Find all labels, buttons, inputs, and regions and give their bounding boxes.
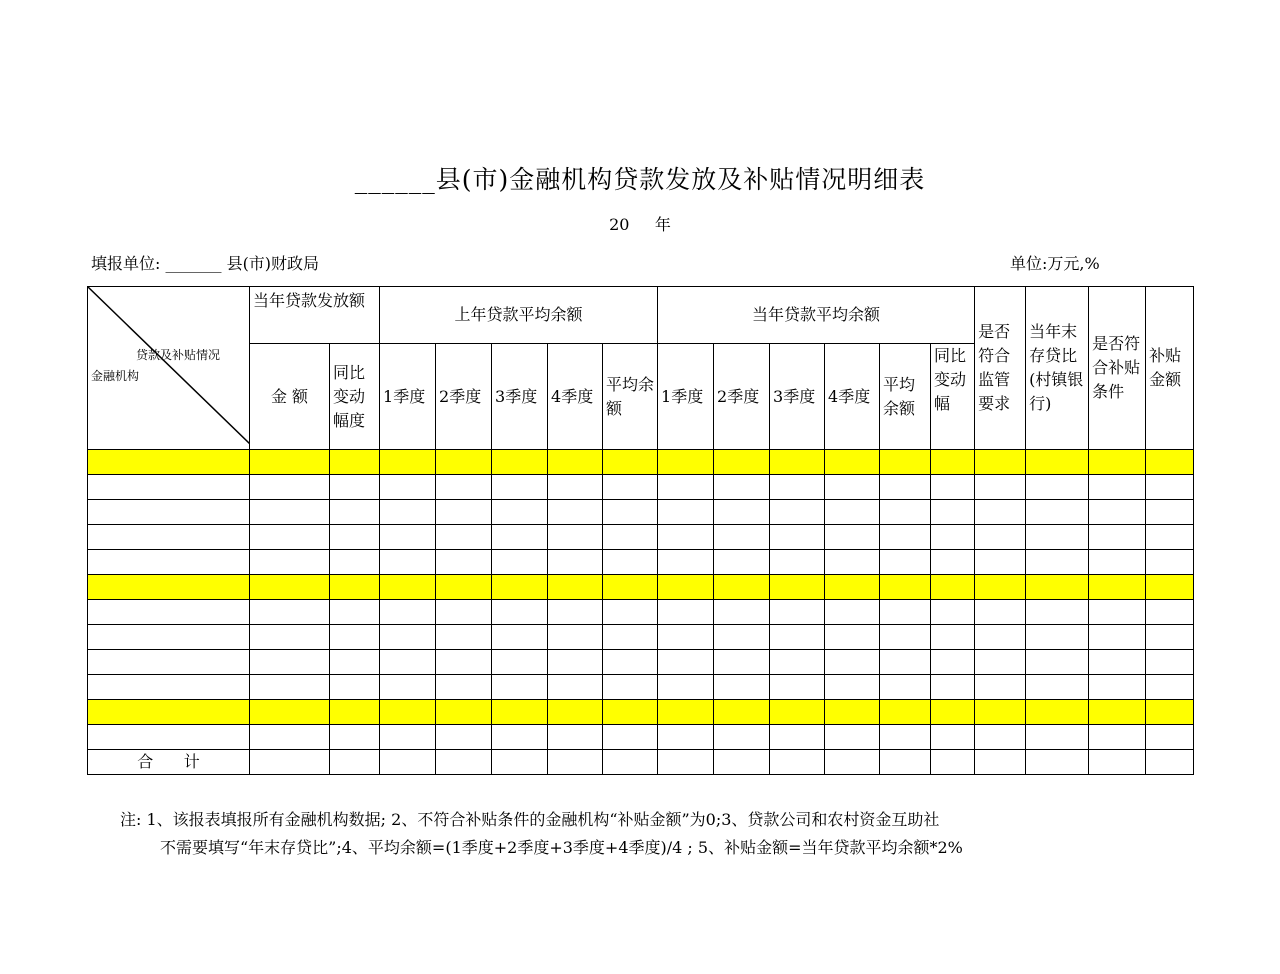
table-cell[interactable] xyxy=(1146,725,1194,750)
table-cell[interactable] xyxy=(88,450,250,475)
table-cell[interactable] xyxy=(825,700,880,725)
table-cell[interactable] xyxy=(330,675,380,700)
table-cell[interactable] xyxy=(770,500,825,525)
table-cell[interactable] xyxy=(975,625,1026,650)
table-cell[interactable] xyxy=(931,600,975,625)
table-cell[interactable] xyxy=(975,475,1026,500)
table-cell[interactable] xyxy=(1026,500,1089,525)
table-cell[interactable] xyxy=(880,550,931,575)
table-cell[interactable] xyxy=(250,725,330,750)
table-cell[interactable] xyxy=(825,650,880,675)
header-loan-deposit-ratio: 当年末存贷比(村镇银行) xyxy=(1026,287,1089,450)
table-cell[interactable] xyxy=(880,725,931,750)
header-curr-q4: 4季度 xyxy=(825,344,880,450)
table-cell[interactable] xyxy=(1089,525,1146,550)
table-cell[interactable] xyxy=(548,450,603,475)
table-cell[interactable] xyxy=(931,475,975,500)
table-cell[interactable] xyxy=(1089,700,1146,725)
table-cell[interactable] xyxy=(1026,475,1089,500)
table-cell[interactable] xyxy=(825,525,880,550)
table-cell[interactable] xyxy=(770,475,825,500)
table-cell[interactable] xyxy=(825,625,880,650)
header-amount: 金 额 xyxy=(250,344,330,450)
table-cell[interactable] xyxy=(492,450,548,475)
table-cell[interactable] xyxy=(1089,450,1146,475)
table-cell[interactable] xyxy=(880,600,931,625)
table-cell[interactable] xyxy=(975,450,1026,475)
table-cell[interactable] xyxy=(880,625,931,650)
table-cell[interactable] xyxy=(770,625,825,650)
table-cell[interactable] xyxy=(548,475,603,500)
table-cell[interactable] xyxy=(825,600,880,625)
footnotes xyxy=(120,806,963,862)
table-row xyxy=(88,600,1194,625)
header-curr-yoy-change: 同比变动幅 xyxy=(931,344,975,450)
diagonal-label-top: 贷款及补贴情况 xyxy=(136,348,221,362)
table-cell[interactable] xyxy=(88,550,250,575)
header-curr-avg-balance: 平均余额 xyxy=(880,344,931,450)
table-cell[interactable] xyxy=(1089,500,1146,525)
table-row xyxy=(88,450,1194,475)
table-cell[interactable] xyxy=(1089,675,1146,700)
table-cell[interactable] xyxy=(436,475,492,500)
table-cell[interactable] xyxy=(714,600,770,625)
table-cell[interactable] xyxy=(492,600,548,625)
table-cell[interactable] xyxy=(825,575,880,600)
table-cell[interactable] xyxy=(492,525,548,550)
table-cell[interactable] xyxy=(975,575,1026,600)
table-cell[interactable] xyxy=(1026,600,1089,625)
table-row xyxy=(88,725,1194,750)
table-cell[interactable] xyxy=(603,525,658,550)
table-cell[interactable] xyxy=(436,700,492,725)
table-cell[interactable] xyxy=(250,700,330,725)
table-cell[interactable] xyxy=(658,500,714,525)
table-cell[interactable] xyxy=(931,700,975,725)
table-cell[interactable] xyxy=(603,675,658,700)
table-cell[interactable] xyxy=(714,675,770,700)
table-cell[interactable] xyxy=(658,475,714,500)
table-cell[interactable] xyxy=(603,600,658,625)
table-cell[interactable] xyxy=(658,650,714,675)
table-cell[interactable] xyxy=(931,575,975,600)
table-cell[interactable] xyxy=(825,500,880,525)
table-cell[interactable] xyxy=(880,475,931,500)
total-label: 合 计 xyxy=(88,750,250,775)
table-cell[interactable] xyxy=(548,700,603,725)
table-cell[interactable] xyxy=(975,600,1026,625)
table-cell[interactable] xyxy=(603,500,658,525)
header-prev-q2: 2季度 xyxy=(436,344,492,450)
table-cell[interactable] xyxy=(250,575,330,600)
table-body xyxy=(88,450,1194,750)
table-cell[interactable] xyxy=(1026,675,1089,700)
table-row xyxy=(88,675,1194,700)
table-cell[interactable] xyxy=(380,650,436,675)
table-cell[interactable] xyxy=(436,625,492,650)
table-cell[interactable] xyxy=(880,450,931,475)
table-cell[interactable] xyxy=(658,575,714,600)
table-cell[interactable] xyxy=(548,500,603,525)
table-cell[interactable] xyxy=(1146,450,1194,475)
table-cell[interactable] xyxy=(770,700,825,725)
table-cell[interactable] xyxy=(436,550,492,575)
table-cell[interactable] xyxy=(770,600,825,625)
diagonal-header-cell xyxy=(88,287,250,450)
table-cell[interactable] xyxy=(330,525,380,550)
table-cell[interactable] xyxy=(330,625,380,650)
table-cell[interactable] xyxy=(380,625,436,650)
table-cell[interactable] xyxy=(975,725,1026,750)
table-cell[interactable] xyxy=(548,575,603,600)
table-cell[interactable] xyxy=(714,575,770,600)
table-cell[interactable] xyxy=(975,550,1026,575)
table-cell[interactable] xyxy=(436,525,492,550)
table-cell[interactable] xyxy=(548,600,603,625)
table-cell[interactable] xyxy=(250,475,330,500)
table-cell[interactable] xyxy=(1089,475,1146,500)
table-cell[interactable] xyxy=(88,650,250,675)
table-cell[interactable] xyxy=(88,575,250,600)
page-title: ______县(市)金融机构贷款发放及补贴情况明细表 xyxy=(354,165,926,194)
table-cell[interactable] xyxy=(380,725,436,750)
table-cell[interactable] xyxy=(1089,550,1146,575)
table-cell[interactable] xyxy=(1146,700,1194,725)
table-cell[interactable] xyxy=(770,675,825,700)
table-cell[interactable] xyxy=(825,450,880,475)
header-meets-subsidy-condition: 是否符合补贴条件 xyxy=(1089,287,1146,450)
table-cell[interactable] xyxy=(603,725,658,750)
table-cell[interactable] xyxy=(931,625,975,650)
table-cell[interactable] xyxy=(770,575,825,600)
table-cell[interactable] xyxy=(548,525,603,550)
table-cell[interactable] xyxy=(603,550,658,575)
table-cell[interactable] xyxy=(603,700,658,725)
header-meets-regulation: 是否符合监管要求 xyxy=(975,287,1026,450)
table-cell[interactable] xyxy=(1146,525,1194,550)
table-cell[interactable] xyxy=(1026,550,1089,575)
table-cell[interactable] xyxy=(658,525,714,550)
table-cell[interactable] xyxy=(931,450,975,475)
loan-subsidy-table xyxy=(87,286,1194,775)
table-cell[interactable] xyxy=(492,725,548,750)
total-row xyxy=(88,750,1194,775)
table-cell[interactable] xyxy=(714,725,770,750)
table-cell[interactable] xyxy=(975,525,1026,550)
table-cell[interactable] xyxy=(880,525,931,550)
table-row xyxy=(88,500,1194,525)
footnote-line-2: 不需要填写“年末存贷比”;4、平均余额=(1季度+2季度+3季度+4季度)/4 ; 5、补贴金额=当年贷款平均余额*2% xyxy=(160,838,963,857)
table-cell[interactable] xyxy=(880,500,931,525)
table-cell[interactable] xyxy=(380,500,436,525)
table-cell[interactable] xyxy=(1026,525,1089,550)
table-cell[interactable] xyxy=(975,675,1026,700)
table-cell[interactable] xyxy=(548,550,603,575)
table-cell[interactable] xyxy=(492,650,548,675)
table-cell[interactable] xyxy=(330,725,380,750)
table-cell[interactable] xyxy=(931,500,975,525)
table-cell[interactable] xyxy=(380,450,436,475)
table-cell[interactable] xyxy=(88,500,250,525)
table-cell[interactable] xyxy=(770,650,825,675)
table-cell[interactable] xyxy=(88,625,250,650)
diagonal-label-bottom: 金融机构 xyxy=(91,369,140,383)
table-cell[interactable] xyxy=(492,675,548,700)
table-cell[interactable] xyxy=(658,700,714,725)
table-cell[interactable] xyxy=(714,475,770,500)
table-cell[interactable] xyxy=(250,450,330,475)
table-cell[interactable] xyxy=(825,475,880,500)
table-cell[interactable] xyxy=(330,450,380,475)
table-cell[interactable] xyxy=(250,525,330,550)
table-cell[interactable] xyxy=(658,600,714,625)
table-cell[interactable] xyxy=(492,575,548,600)
diagonal-line xyxy=(88,287,250,444)
table-cell[interactable] xyxy=(492,475,548,500)
table-cell[interactable] xyxy=(658,550,714,575)
table-cell[interactable] xyxy=(880,675,931,700)
table-cell[interactable] xyxy=(1146,475,1194,500)
table-row xyxy=(88,650,1194,675)
table-cell[interactable] xyxy=(492,500,548,525)
header-prev-avg-balance: 平均余额 xyxy=(603,344,658,450)
table-cell[interactable] xyxy=(1089,725,1146,750)
table-cell[interactable] xyxy=(658,725,714,750)
table-cell[interactable] xyxy=(1026,725,1089,750)
table-cell[interactable] xyxy=(603,650,658,675)
table-cell[interactable] xyxy=(250,675,330,700)
table-cell[interactable] xyxy=(658,625,714,650)
table-row xyxy=(88,475,1194,500)
table-cell[interactable] xyxy=(330,475,380,500)
table-cell[interactable] xyxy=(714,700,770,725)
table-cell[interactable] xyxy=(714,500,770,525)
table-cell[interactable] xyxy=(880,650,931,675)
table-cell[interactable] xyxy=(1089,575,1146,600)
header-prev-q3: 3季度 xyxy=(492,344,548,450)
table-cell[interactable] xyxy=(1089,650,1146,675)
table-cell[interactable] xyxy=(1026,700,1089,725)
table-cell[interactable] xyxy=(770,550,825,575)
table-cell[interactable] xyxy=(658,450,714,475)
table-cell[interactable] xyxy=(880,700,931,725)
table-cell[interactable] xyxy=(770,725,825,750)
table-cell[interactable] xyxy=(436,575,492,600)
header-prev-q1: 1季度 xyxy=(380,344,436,450)
table-cell[interactable] xyxy=(436,650,492,675)
table-cell[interactable] xyxy=(1146,550,1194,575)
table-cell[interactable] xyxy=(880,575,931,600)
table-cell[interactable] xyxy=(88,475,250,500)
table-row xyxy=(88,575,1194,600)
table-cell[interactable] xyxy=(548,625,603,650)
table-cell[interactable] xyxy=(770,450,825,475)
table-cell[interactable] xyxy=(975,500,1026,525)
table-cell[interactable] xyxy=(975,700,1026,725)
unit-label: 单位:万元,% xyxy=(1010,254,1100,273)
table-cell[interactable] xyxy=(603,450,658,475)
table-cell[interactable] xyxy=(330,650,380,675)
header-curr-q2: 2季度 xyxy=(714,344,770,450)
header-curr-q1: 1季度 xyxy=(658,344,714,450)
table-cell[interactable] xyxy=(1146,625,1194,650)
header-row-top xyxy=(88,287,1194,344)
table-cell[interactable] xyxy=(714,450,770,475)
table-cell[interactable] xyxy=(330,500,380,525)
table-cell[interactable] xyxy=(1146,500,1194,525)
table-cell[interactable] xyxy=(1089,625,1146,650)
header-subsidy-amount: 补贴金额 xyxy=(1146,287,1194,450)
table-cell[interactable] xyxy=(1026,575,1089,600)
table-cell[interactable] xyxy=(1026,625,1089,650)
table-cell[interactable] xyxy=(1026,450,1089,475)
table-cell[interactable] xyxy=(330,600,380,625)
table-cell[interactable] xyxy=(658,675,714,700)
table-cell[interactable] xyxy=(436,725,492,750)
table-cell[interactable] xyxy=(1146,650,1194,675)
table-cell[interactable] xyxy=(1026,650,1089,675)
table-cell[interactable] xyxy=(436,500,492,525)
table-cell[interactable] xyxy=(88,525,250,550)
table-cell[interactable] xyxy=(250,550,330,575)
table-cell[interactable] xyxy=(380,575,436,600)
table-cell[interactable] xyxy=(250,650,330,675)
table-cell[interactable] xyxy=(380,675,436,700)
table-cell[interactable] xyxy=(825,550,880,575)
table-cell[interactable] xyxy=(1146,575,1194,600)
table-cell[interactable] xyxy=(380,525,436,550)
table-cell[interactable] xyxy=(380,600,436,625)
table-cell[interactable] xyxy=(1146,600,1194,625)
table-cell[interactable] xyxy=(436,450,492,475)
table-cell[interactable] xyxy=(330,700,380,725)
table-row xyxy=(88,700,1194,725)
table-cell[interactable] xyxy=(330,575,380,600)
table-cell[interactable] xyxy=(250,500,330,525)
footnote-line-1: 注: 1、该报表填报所有金融机构数据; 2、不符合补贴条件的金融机构“补贴金额”为0;3、贷款公司和农村资金互助社 xyxy=(120,810,940,829)
table-cell[interactable] xyxy=(1146,675,1194,700)
table-cell[interactable] xyxy=(548,675,603,700)
table-cell[interactable] xyxy=(548,650,603,675)
table-cell[interactable] xyxy=(548,725,603,750)
table-cell[interactable] xyxy=(714,550,770,575)
table-cell[interactable] xyxy=(931,650,975,675)
table-cell[interactable] xyxy=(931,550,975,575)
table-cell[interactable] xyxy=(380,475,436,500)
table-row xyxy=(88,625,1194,650)
table-row xyxy=(88,550,1194,575)
table-cell[interactable] xyxy=(931,675,975,700)
table-cell[interactable] xyxy=(492,625,548,650)
table-cell[interactable] xyxy=(250,625,330,650)
table-cell[interactable] xyxy=(603,625,658,650)
table-cell[interactable] xyxy=(825,675,880,700)
table-cell[interactable] xyxy=(770,525,825,550)
table-cell[interactable] xyxy=(1089,600,1146,625)
table-cell[interactable] xyxy=(380,550,436,575)
table-cell[interactable] xyxy=(380,700,436,725)
table-cell[interactable] xyxy=(436,675,492,700)
table-row xyxy=(88,525,1194,550)
table-cell[interactable] xyxy=(975,650,1026,675)
table-cell[interactable] xyxy=(825,725,880,750)
table-cell[interactable] xyxy=(714,625,770,650)
table-cell[interactable] xyxy=(714,525,770,550)
header-curr-year-avg: 当年贷款平均余额 xyxy=(658,287,975,344)
table-cell[interactable] xyxy=(931,725,975,750)
table-cell[interactable] xyxy=(436,600,492,625)
header-curr-q3: 3季度 xyxy=(770,344,825,450)
report-year: 20 年 xyxy=(609,215,671,234)
table-cell[interactable] xyxy=(88,700,250,725)
header-loan-issued: 当年贷款发放额 xyxy=(250,287,380,344)
table-cell[interactable] xyxy=(88,675,250,700)
table-cell[interactable] xyxy=(492,700,548,725)
table-cell[interactable] xyxy=(330,550,380,575)
header-prev-year-avg: 上年贷款平均余额 xyxy=(380,287,658,344)
table-cell[interactable] xyxy=(714,650,770,675)
table-cell[interactable] xyxy=(250,600,330,625)
reporting-unit: 填报单位: _______ 县(市)财政局 xyxy=(91,254,320,273)
table-cell[interactable] xyxy=(603,475,658,500)
table-cell[interactable] xyxy=(931,525,975,550)
table-cell[interactable] xyxy=(88,600,250,625)
table-cell[interactable] xyxy=(88,725,250,750)
table-cell[interactable] xyxy=(603,575,658,600)
header-prev-q4: 4季度 xyxy=(548,344,603,450)
table-cell[interactable] xyxy=(492,550,548,575)
header-yoy-change: 同比变动幅度 xyxy=(330,344,380,450)
